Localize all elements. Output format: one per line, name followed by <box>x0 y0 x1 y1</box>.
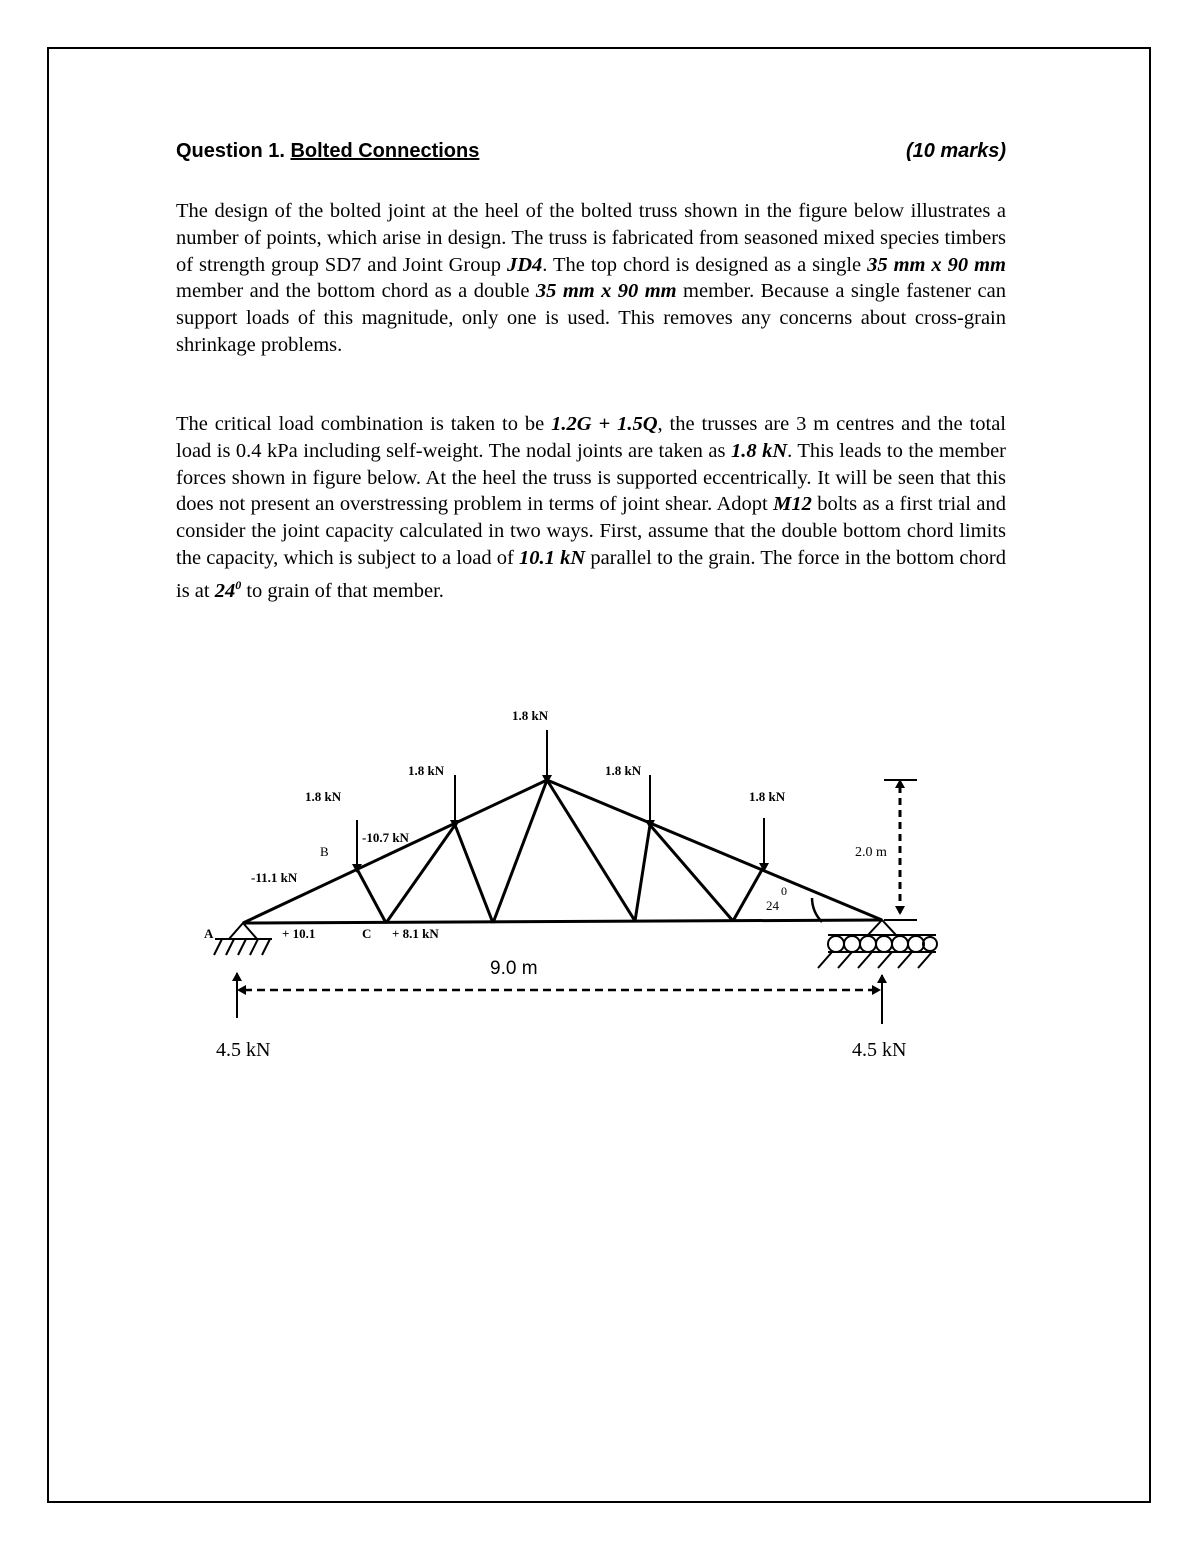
bottom-chord <box>243 920 882 923</box>
bottom-chord-size: 35 mm x 90 mm <box>535 280 677 303</box>
web-member <box>357 869 386 923</box>
text-run: The design of the bolted joint at the heel of the bolted truss shown in the figure below illustrates a number of points, which arise in design. The truss is fabricated from seasoned mixed species timbers of strength group SD7 and Joint Group <box>176 200 1006 276</box>
reaction-arrows <box>237 973 882 1024</box>
grain-angle-degree: 0 <box>235 577 242 592</box>
bolt-size: M12 <box>773 493 812 516</box>
top-chord-size: 35 mm x 90 mm <box>867 253 1006 276</box>
reaction-label-left: 4.5 kN <box>216 1039 271 1061</box>
question-number: Question 1. <box>176 140 285 162</box>
height-label: 2.0 m <box>855 845 887 860</box>
web-member <box>455 825 493 923</box>
angle-arc <box>812 898 822 922</box>
text-run: The critical load combination is taken to be <box>176 413 552 435</box>
nodal-load: 1.8 kN <box>730 439 788 462</box>
text-run: member and the bottom chord as a double <box>176 280 536 303</box>
grain-angle-value: 24 <box>214 579 236 602</box>
text-run: to grain of that member. <box>241 579 444 602</box>
force-label-bottom-ac: + 10.1 <box>282 926 316 941</box>
web-member <box>635 825 650 921</box>
text-run: . The top chord is designed as a single <box>542 253 868 276</box>
joint-group: JD4 <box>506 253 543 276</box>
load-label: 1.8 kN <box>749 789 786 804</box>
question-title: Bolted Connections <box>290 140 480 162</box>
web-member <box>547 780 635 921</box>
text-run: parallel to the grain. The force in the bottom chord is at <box>176 546 1006 602</box>
load-label: 1.8 kN <box>408 763 445 778</box>
chord-load: 10.1 kN <box>519 546 586 569</box>
load-label: 1.8 kN <box>305 789 342 804</box>
text-run: bolts as a first trial and consider the joint capacity calculated in two ways. First, assume that the double bottom chord limits the capacity, which is subject to a load of <box>176 493 1006 569</box>
load-combination: 1.2G + 1.5Q <box>551 413 658 435</box>
reaction-label-right: 4.5 kN <box>852 1039 907 1061</box>
height-dimension <box>884 780 917 920</box>
left-pin-support <box>214 923 272 955</box>
web-member <box>733 868 763 921</box>
text-run: member. Because a single fastener can support loads of this magnitude, only one is used. This removes any concerns about cross-grain shrinkage problems. <box>176 280 1006 356</box>
load-label: 1.8 kN <box>605 763 642 778</box>
right-roller-support <box>818 920 937 968</box>
angle-label: 24 <box>766 898 779 913</box>
node-label-c: C <box>362 926 372 941</box>
node-label-b: B <box>320 844 329 859</box>
angle-degree: 0 <box>781 884 787 898</box>
force-label-top-b: -10.7 kN <box>362 830 409 845</box>
force-label-bottom-c: + 8.1 kN <box>392 926 439 941</box>
text-run: . This leads to the member forces shown in figure below. At the heel the truss is supported eccentrically. It will be seen that this does not present an overstressing problem in terms of joint shear. Adopt <box>176 439 1007 516</box>
force-label-top-ab: -11.1 kN <box>251 870 298 885</box>
text-run: , the trusses are 3 m centres and the total load is 0.4 kPa including self-weight. The nodal joints are taken as <box>176 413 1006 462</box>
node-label-a: A <box>204 926 214 941</box>
question-marks: (10 marks) <box>905 140 1006 162</box>
span-label: 9.0 m <box>490 958 538 979</box>
load-label: 1.8 kN <box>512 708 549 723</box>
